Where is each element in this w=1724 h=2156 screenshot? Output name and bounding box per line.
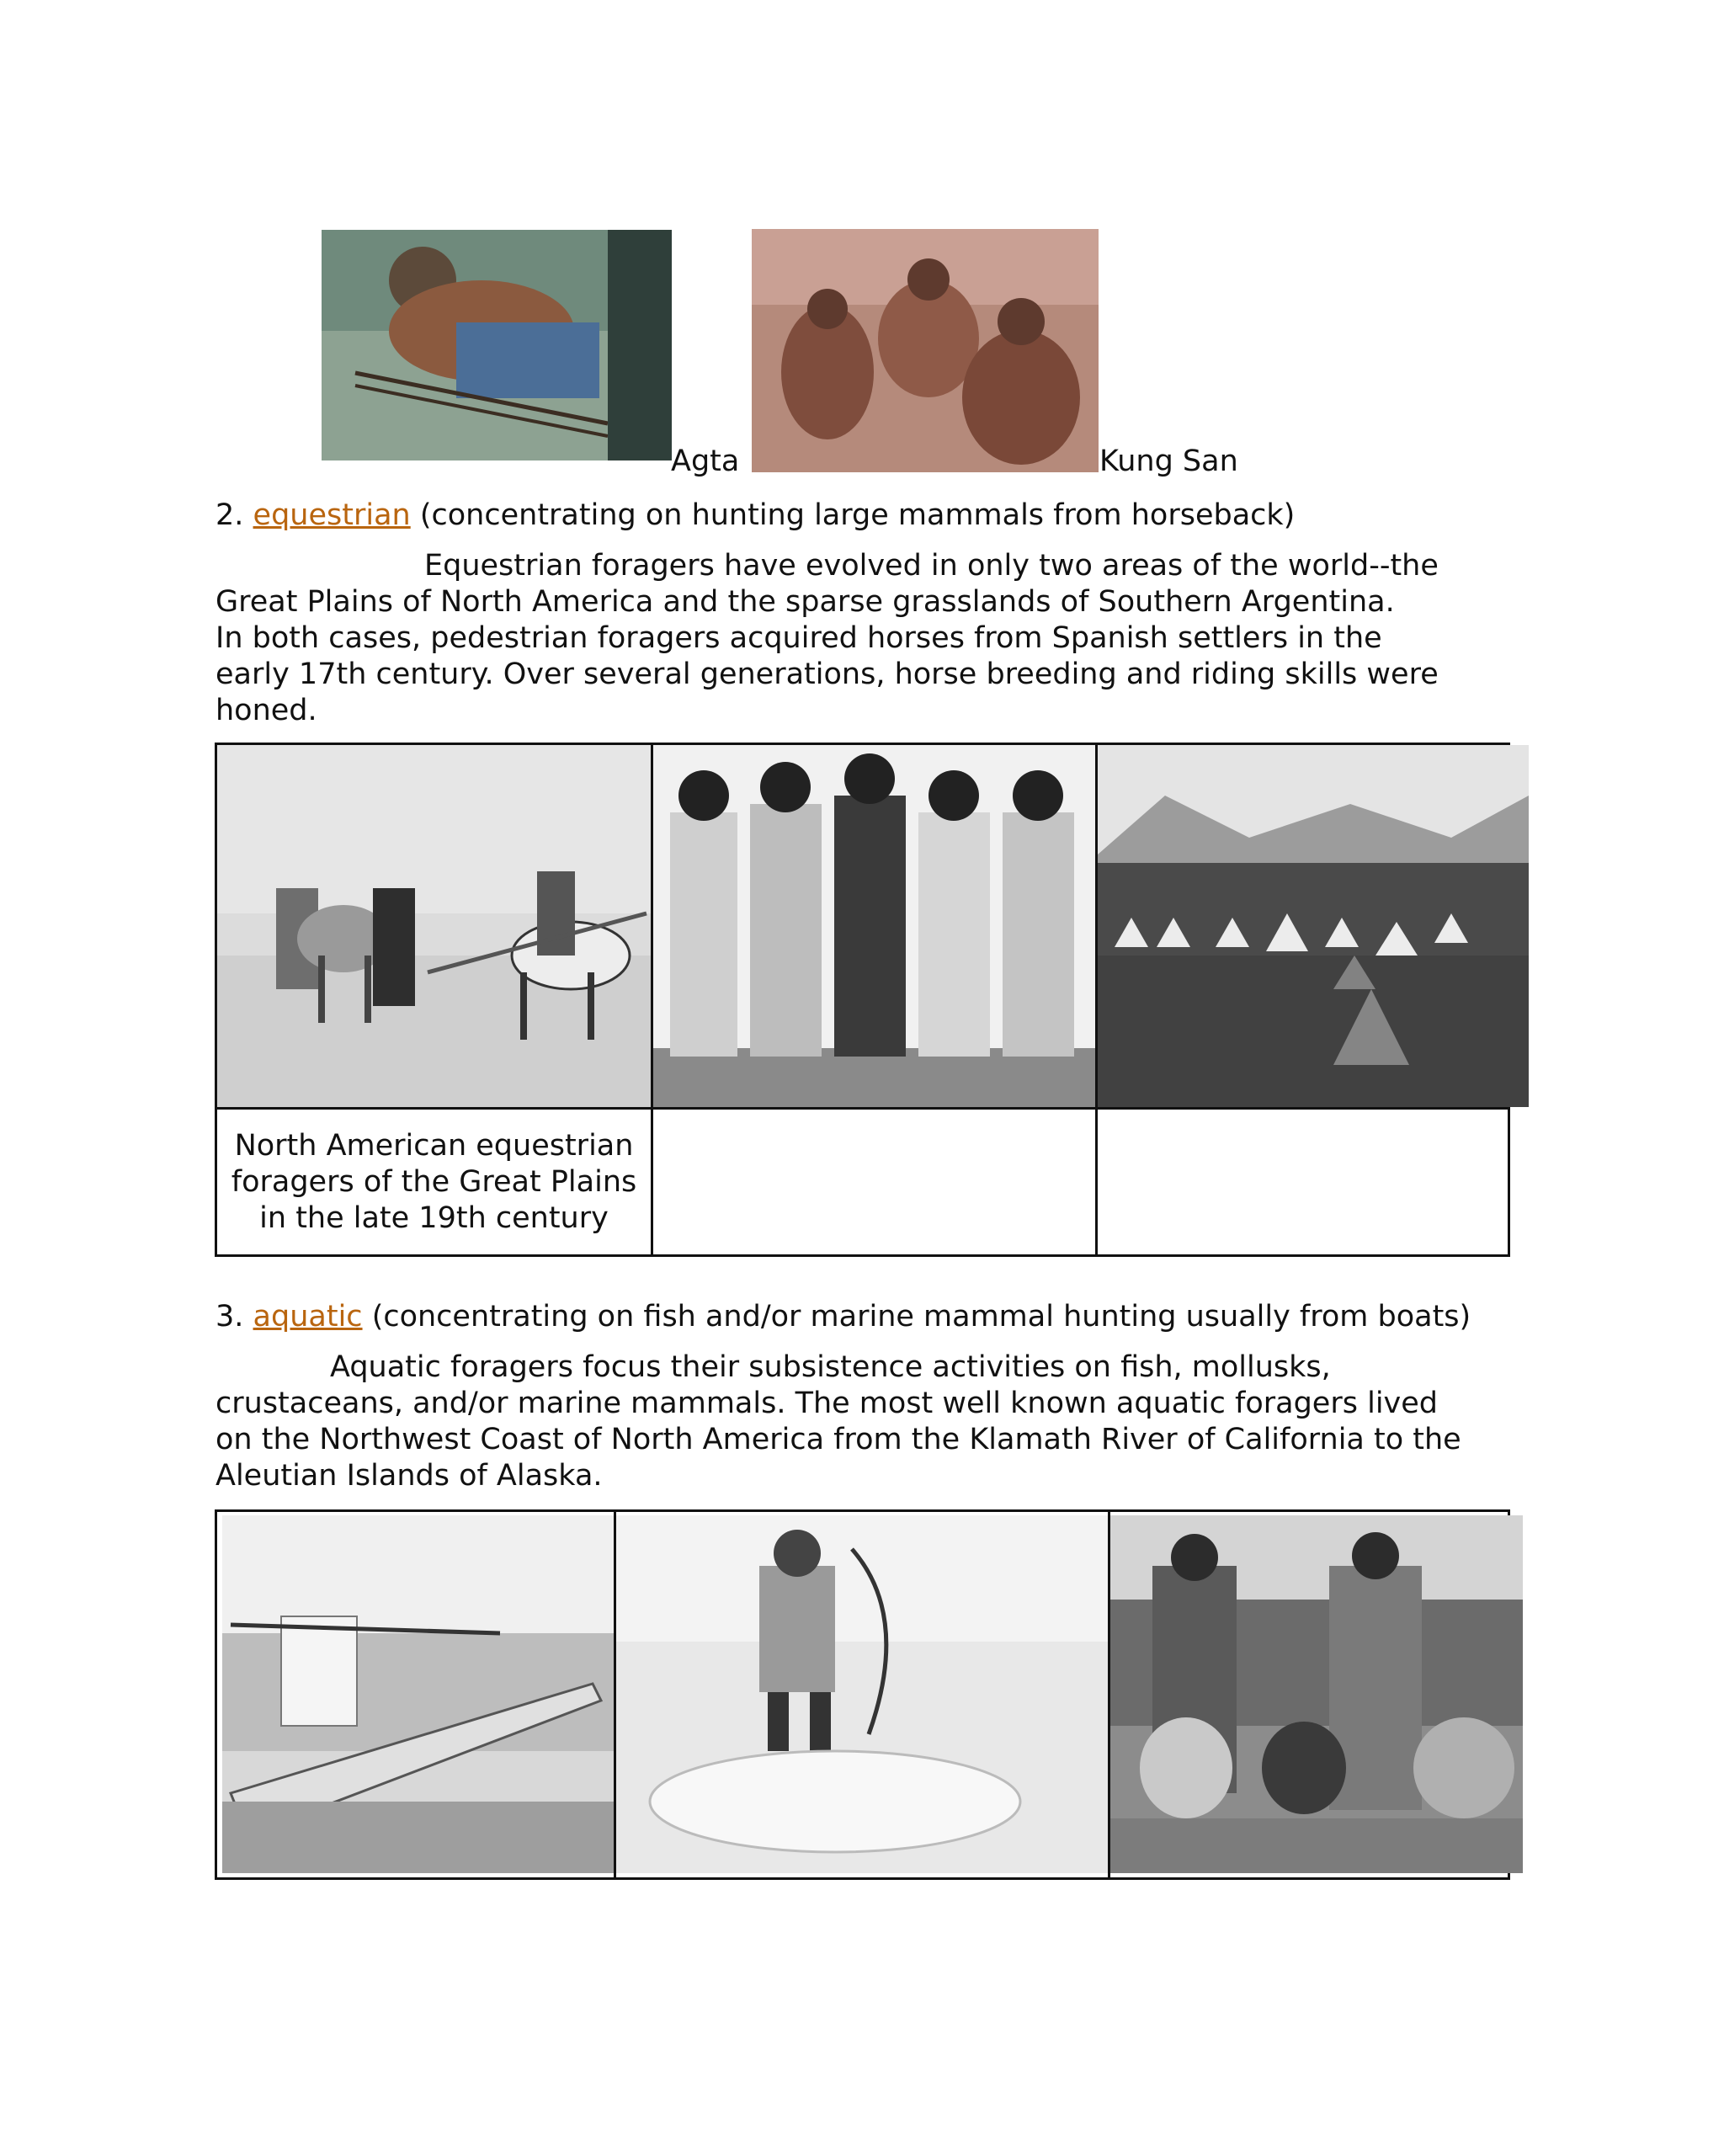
aquatic-link[interactable]: aquatic bbox=[253, 1300, 363, 1334]
plains-horses-photo bbox=[217, 745, 651, 1107]
section2-paragraph bbox=[216, 548, 1529, 729]
caption-line: North American equestrian bbox=[234, 1129, 634, 1163]
polar-bear-hunter-photo bbox=[616, 1515, 1108, 1873]
sled-dogs-photo bbox=[1110, 1515, 1523, 1873]
section3-definition: (concentrating on fish and/or marine mammal hunting usually from boats) bbox=[371, 1300, 1471, 1334]
section2-line: Great Plains of North America and the sparse grasslands of Southern Argentina. bbox=[216, 585, 1395, 619]
agta-caption: Agta bbox=[671, 445, 740, 478]
agta-photo bbox=[322, 230, 672, 460]
section3-line: Aquatic foragers focus their subsistence activities on fish, mollusks, bbox=[330, 1350, 1331, 1384]
section2-line: In both cases, pedestrian foragers acquired horses from Spanish settlers in the bbox=[216, 621, 1382, 655]
plains-men-photo bbox=[653, 745, 1095, 1107]
tipi-camp-photo bbox=[1098, 745, 1529, 1107]
section3-line: on the Northwest Coast of North America from the Klamath River of California to the bbox=[216, 1423, 1461, 1456]
section2-definition: (concentrating on hunting large mammals from horseback) bbox=[419, 498, 1296, 532]
section3-line: crustaceans, and/or marine mammals. The most well known aquatic foragers lived bbox=[216, 1387, 1439, 1420]
section3-paragraph bbox=[216, 1349, 1529, 1494]
kayak-photo bbox=[222, 1515, 614, 1873]
section3-number: 3. bbox=[216, 1300, 244, 1334]
equestrian-link[interactable]: equestrian bbox=[253, 498, 411, 532]
section2-line: early 17th century. Over several generations, horse breeding and riding skills were bbox=[216, 657, 1439, 691]
caption-line: in the late 19th century bbox=[259, 1201, 609, 1235]
equestrian-caption bbox=[217, 1128, 651, 1237]
section2-line: Equestrian foragers have evolved in only two areas of the world--the bbox=[424, 549, 1439, 583]
section2-number: 2. bbox=[216, 498, 244, 532]
caption-line: foragers of the Great Plains bbox=[231, 1165, 637, 1199]
section3-heading bbox=[216, 1299, 1471, 1335]
kung-san-photo bbox=[752, 229, 1099, 472]
table-divider bbox=[215, 1107, 1510, 1110]
section2-heading bbox=[216, 498, 1295, 534]
section3-line: Aleutian Islands of Alaska. bbox=[216, 1459, 603, 1493]
kung-san-caption: Kung San bbox=[1099, 445, 1238, 478]
section2-line: honed. bbox=[216, 694, 317, 727]
